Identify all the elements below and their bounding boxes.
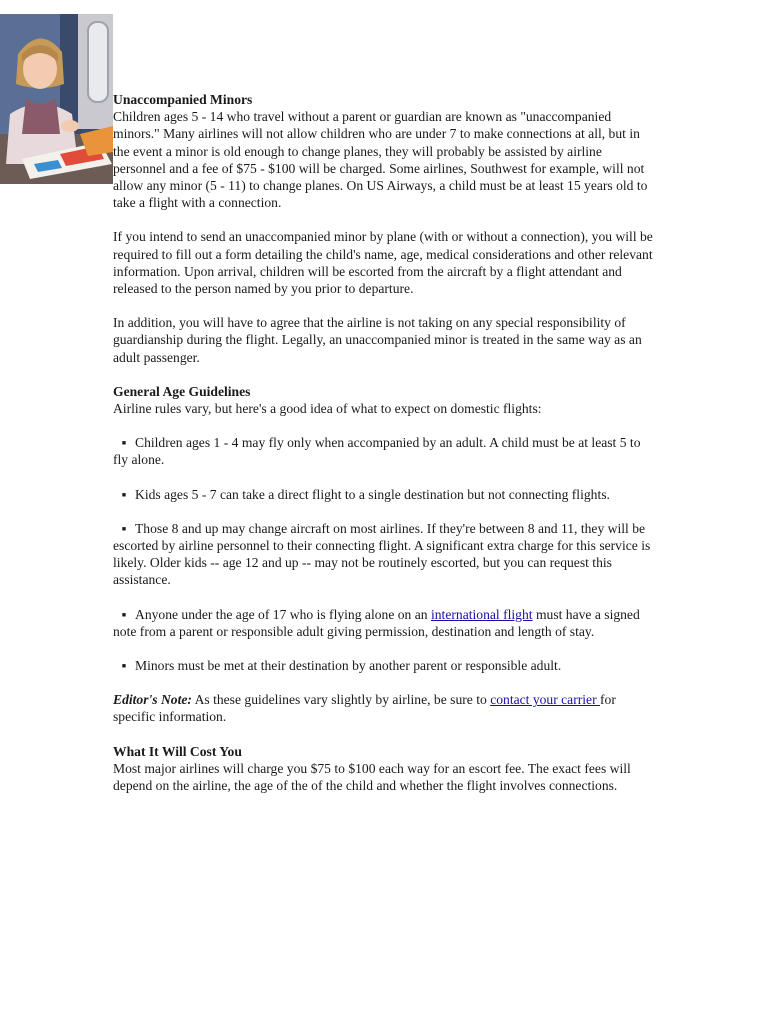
bullet-icon: ▪ — [121, 486, 127, 502]
decorative-bottom-strip — [0, 1019, 113, 1024]
editors-note-text: As these guidelines vary slightly by airline, be sure to — [191, 692, 491, 708]
bullet-text-after-link: must have a signed note from a parent or responsible adult giving permission, destination and length of stay. — [113, 606, 640, 639]
editors-note-text-end: for specific information. — [113, 692, 616, 725]
editors-note — [113, 691, 658, 725]
paragraph-cost: Most major airlines will charge you $75 to $100 each way for an escort fee. The exact fees will depend on the airline, the age of the of the child and whether the flight involves connections. — [113, 760, 631, 794]
editors-note-label: Editor's Note: — [113, 692, 192, 708]
list-item — [113, 606, 658, 640]
bullet-icon: ▪ — [121, 658, 127, 674]
international-flight-link[interactable]: international flight — [430, 606, 533, 622]
heading-general-age-guidelines: General Age Guidelines — [113, 383, 251, 399]
bullet-text: Kids ages 5 - 7 can take a direct flight to a single destination but not connecting flights. — [135, 486, 610, 502]
paragraph-guidelines-intro: Airline rules vary, but here's a good idea of what to expect on domestic flights: — [113, 401, 542, 417]
bullet-text: Minors must be met at their destination by another parent or responsible adult. — [135, 658, 562, 674]
bullet-icon: ▪ — [121, 520, 127, 536]
paragraph-form-requirements: If you intend to send an unaccompanied minor by plane (with or without a connection), you will be required to fill out a form detailing the child's name, age, medical considerations and other relevant information. Upon arrival, children will be escorted from the aircraft by a flight attendant and released to the person named by you prior to departure. — [113, 229, 653, 297]
paragraph-guardianship: In addition, you will have to agree that the airline is not taking on any special responsibility of guardianship during the flight. Legally, an unaccompanied minor is treated in the same way as an adult passenger. — [113, 315, 642, 365]
bullet-text-before-link: Anyone under the age of 17 who is flying alone on an — [135, 606, 431, 622]
list-item — [113, 434, 658, 468]
bullet-text: Children ages 1 - 4 may fly only when accompanied by an adult. A child must be at least 5 to fly alone. — [113, 435, 641, 468]
article-content — [113, 91, 658, 811]
contact-carrier-link[interactable]: contact your carrier — [490, 692, 601, 708]
heading-what-it-will-cost: What It Will Cost You — [113, 743, 242, 759]
paragraph-intro: Children ages 5 - 14 who travel without a parent or guardian are known as "unaccompanied minors." Many airlines will not allow children who are under 7 to make connections at all, but in the event a minor is old enough to change planes, they will probably be assisted by airline personnel and a fee of $75 - $100 will be charged. Some airlines, Southwest for example, will not allow any minor (5 - 11) to change planes. On US Airways, a child must be at least 15 years old to take a flight with a connection. — [113, 109, 648, 211]
bullet-text: Those 8 and up may change aircraft on most airlines. If they're between 8 and 11, they will be escorted by airline personnel to their connecting flight. A significant extra charge for this service is likely. Older kids -- age 12 and up -- may not be routinely escorted, but you can request this assistance. — [113, 520, 651, 588]
bullet-icon: ▪ — [121, 606, 127, 622]
list-item — [113, 657, 658, 674]
heading-unaccompanied-minors: Unaccompanied Minors — [113, 92, 253, 107]
child-reading-photo — [0, 14, 113, 184]
bullet-icon: ▪ — [121, 435, 127, 451]
list-item — [113, 520, 658, 589]
list-item — [113, 486, 658, 503]
